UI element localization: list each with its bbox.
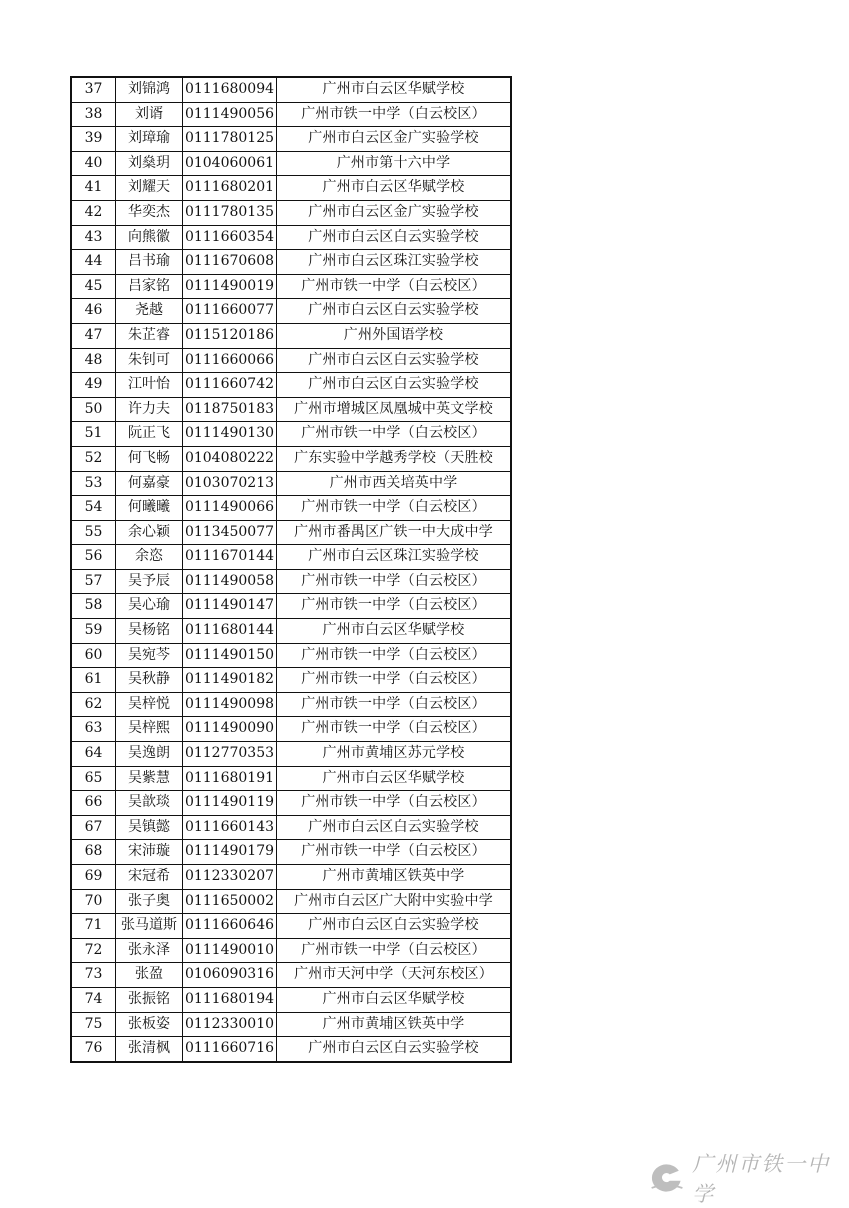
table-row bbox=[71, 619, 511, 644]
student-id: 0111490090 bbox=[183, 717, 277, 742]
table-row bbox=[71, 668, 511, 693]
row-number: 63 bbox=[71, 717, 116, 742]
school-name: 广州市白云区华赋学校 bbox=[277, 987, 512, 1012]
school-name: 广州市铁一中学（白云校区） bbox=[277, 422, 512, 447]
student-id: 0111490058 bbox=[183, 569, 277, 594]
student-id: 0111670608 bbox=[183, 250, 277, 275]
school-name: 广州市铁一中学（白云校区） bbox=[277, 791, 512, 816]
school-name: 广州市白云区白云实验学校 bbox=[277, 299, 512, 324]
table-row bbox=[71, 397, 511, 422]
student-name: 余心颖 bbox=[116, 520, 183, 545]
school-name: 广州市番禺区广铁一中大成中学 bbox=[277, 520, 512, 545]
row-number: 44 bbox=[71, 250, 116, 275]
row-number: 72 bbox=[71, 938, 116, 963]
student-list-table bbox=[70, 76, 512, 1063]
school-name: 广州市白云区华赋学校 bbox=[277, 619, 512, 644]
school-logo-icon bbox=[648, 1161, 684, 1195]
student-id: 0111780125 bbox=[183, 127, 277, 152]
table-row bbox=[71, 520, 511, 545]
student-name: 张清枫 bbox=[116, 1037, 183, 1062]
student-name: 张马道斯 bbox=[116, 914, 183, 939]
table-body bbox=[71, 77, 511, 1062]
row-number: 64 bbox=[71, 742, 116, 767]
school-watermark bbox=[648, 1152, 838, 1206]
student-id: 0111680191 bbox=[183, 766, 277, 791]
row-number: 38 bbox=[71, 102, 116, 127]
table-row bbox=[71, 791, 511, 816]
student-name: 宋冠希 bbox=[116, 865, 183, 890]
student-id: 0111670144 bbox=[183, 545, 277, 570]
school-name: 广州市西关培英中学 bbox=[277, 471, 512, 496]
student-name: 吴杨铭 bbox=[116, 619, 183, 644]
student-id: 0104060061 bbox=[183, 151, 277, 176]
row-number: 58 bbox=[71, 594, 116, 619]
school-name: 广州市白云区白云实验学校 bbox=[277, 1037, 512, 1062]
row-number: 65 bbox=[71, 766, 116, 791]
row-number: 49 bbox=[71, 373, 116, 398]
student-id: 0111660066 bbox=[183, 348, 277, 373]
row-number: 53 bbox=[71, 471, 116, 496]
student-id: 0112770353 bbox=[183, 742, 277, 767]
student-id: 0111490019 bbox=[183, 274, 277, 299]
student-id: 0111490098 bbox=[183, 692, 277, 717]
student-id: 0111490130 bbox=[183, 422, 277, 447]
row-number: 69 bbox=[71, 865, 116, 890]
table-row bbox=[71, 225, 511, 250]
row-number: 43 bbox=[71, 225, 116, 250]
school-name: 广州市白云区广大附中实验中学 bbox=[277, 889, 512, 914]
row-number: 68 bbox=[71, 840, 116, 865]
school-name: 广州市白云区白云实验学校 bbox=[277, 348, 512, 373]
student-name: 吴予辰 bbox=[116, 569, 183, 594]
student-id: 0111490150 bbox=[183, 643, 277, 668]
student-name: 张盈 bbox=[116, 963, 183, 988]
table-row bbox=[71, 692, 511, 717]
student-name: 吕书瑜 bbox=[116, 250, 183, 275]
school-name: 广州市黄埔区苏元学校 bbox=[277, 742, 512, 767]
student-id: 0111660742 bbox=[183, 373, 277, 398]
table-row bbox=[71, 766, 511, 791]
student-id: 0111680201 bbox=[183, 176, 277, 201]
student-name: 刘谞 bbox=[116, 102, 183, 127]
school-name: 广州市铁一中学（白云校区） bbox=[277, 102, 512, 127]
table-row bbox=[71, 545, 511, 570]
student-id: 0111490147 bbox=[183, 594, 277, 619]
table-row bbox=[71, 865, 511, 890]
student-name: 何曦曦 bbox=[116, 496, 183, 521]
student-name: 刘耀天 bbox=[116, 176, 183, 201]
table-row bbox=[71, 840, 511, 865]
table-row bbox=[71, 742, 511, 767]
school-name: 广州市铁一中学（白云校区） bbox=[277, 717, 512, 742]
row-number: 42 bbox=[71, 200, 116, 225]
school-name: 广州市白云区白云实验学校 bbox=[277, 914, 512, 939]
table-row bbox=[71, 127, 511, 152]
school-name: 广州市白云区白云实验学校 bbox=[277, 373, 512, 398]
student-id: 0106090316 bbox=[183, 963, 277, 988]
student-id: 0111490119 bbox=[183, 791, 277, 816]
school-name: 广东实验中学越秀学校（天胜校 bbox=[277, 446, 512, 471]
row-number: 50 bbox=[71, 397, 116, 422]
row-number: 66 bbox=[71, 791, 116, 816]
student-id: 0118750183 bbox=[183, 397, 277, 422]
school-name: 广州市白云区金广实验学校 bbox=[277, 200, 512, 225]
school-name: 广州市白云区珠江实验学校 bbox=[277, 250, 512, 275]
row-number: 75 bbox=[71, 1012, 116, 1037]
school-name: 广州市铁一中学（白云校区） bbox=[277, 840, 512, 865]
school-name: 广州市白云区珠江实验学校 bbox=[277, 545, 512, 570]
row-number: 67 bbox=[71, 815, 116, 840]
student-name: 宋沛璇 bbox=[116, 840, 183, 865]
school-name: 广州市铁一中学（白云校区） bbox=[277, 692, 512, 717]
table-row bbox=[71, 348, 511, 373]
student-name: 刘燊玥 bbox=[116, 151, 183, 176]
student-name: 吴紫慧 bbox=[116, 766, 183, 791]
table-row bbox=[71, 446, 511, 471]
table-row bbox=[71, 1012, 511, 1037]
student-name: 余恣 bbox=[116, 545, 183, 570]
student-name: 吴梓熙 bbox=[116, 717, 183, 742]
school-name: 广州市铁一中学（白云校区） bbox=[277, 643, 512, 668]
table-row bbox=[71, 274, 511, 299]
table-row bbox=[71, 938, 511, 963]
table-row bbox=[71, 176, 511, 201]
student-id: 0111490010 bbox=[183, 938, 277, 963]
school-name: 广州市铁一中学（白云校区） bbox=[277, 668, 512, 693]
table-row bbox=[71, 963, 511, 988]
student-id: 0111680094 bbox=[183, 77, 277, 102]
student-id: 0111490182 bbox=[183, 668, 277, 693]
table-row bbox=[71, 471, 511, 496]
table-row bbox=[71, 914, 511, 939]
student-name: 吴梓悦 bbox=[116, 692, 183, 717]
student-id: 0111780135 bbox=[183, 200, 277, 225]
student-name: 朱钊可 bbox=[116, 348, 183, 373]
student-name: 许力夫 bbox=[116, 397, 183, 422]
row-number: 62 bbox=[71, 692, 116, 717]
table-row bbox=[71, 569, 511, 594]
row-number: 60 bbox=[71, 643, 116, 668]
student-name: 阮正飞 bbox=[116, 422, 183, 447]
table-row bbox=[71, 373, 511, 398]
student-name: 何嘉豪 bbox=[116, 471, 183, 496]
school-name: 广州市天河中学（天河东校区） bbox=[277, 963, 512, 988]
table-row bbox=[71, 422, 511, 447]
table-row bbox=[71, 643, 511, 668]
student-id: 0111660354 bbox=[183, 225, 277, 250]
student-id: 0111660077 bbox=[183, 299, 277, 324]
school-name: 广州市铁一中学（白云校区） bbox=[277, 569, 512, 594]
student-id: 0111680194 bbox=[183, 987, 277, 1012]
student-name: 吴歆琰 bbox=[116, 791, 183, 816]
table-row bbox=[71, 1037, 511, 1062]
student-id: 0111490056 bbox=[183, 102, 277, 127]
student-name: 何飞畅 bbox=[116, 446, 183, 471]
table-row bbox=[71, 717, 511, 742]
student-name: 吕家铭 bbox=[116, 274, 183, 299]
student-name: 张永泽 bbox=[116, 938, 183, 963]
table-row bbox=[71, 299, 511, 324]
row-number: 48 bbox=[71, 348, 116, 373]
table-row bbox=[71, 77, 511, 102]
row-number: 61 bbox=[71, 668, 116, 693]
table-row bbox=[71, 889, 511, 914]
school-name: 广州市白云区金广实验学校 bbox=[277, 127, 512, 152]
student-id: 0111680144 bbox=[183, 619, 277, 644]
table-row bbox=[71, 200, 511, 225]
student-name: 吴秋静 bbox=[116, 668, 183, 693]
row-number: 73 bbox=[71, 963, 116, 988]
row-number: 40 bbox=[71, 151, 116, 176]
student-id: 0111660143 bbox=[183, 815, 277, 840]
student-name: 吴镇懿 bbox=[116, 815, 183, 840]
student-id: 0112330207 bbox=[183, 865, 277, 890]
student-name: 张板姿 bbox=[116, 1012, 183, 1037]
row-number: 59 bbox=[71, 619, 116, 644]
row-number: 51 bbox=[71, 422, 116, 447]
student-name: 朱芷睿 bbox=[116, 323, 183, 348]
school-name: 广州市白云区白云实验学校 bbox=[277, 815, 512, 840]
student-name: 张子奥 bbox=[116, 889, 183, 914]
school-name: 广州市白云区华赋学校 bbox=[277, 77, 512, 102]
school-name: 广州市白云区华赋学校 bbox=[277, 176, 512, 201]
table-row bbox=[71, 496, 511, 521]
row-number: 57 bbox=[71, 569, 116, 594]
student-id: 0103070213 bbox=[183, 471, 277, 496]
table-row bbox=[71, 815, 511, 840]
row-number: 39 bbox=[71, 127, 116, 152]
table-row bbox=[71, 151, 511, 176]
school-name: 广州市白云区华赋学校 bbox=[277, 766, 512, 791]
student-name: 吴逸朗 bbox=[116, 742, 183, 767]
student-id: 0111660646 bbox=[183, 914, 277, 939]
row-number: 54 bbox=[71, 496, 116, 521]
school-name: 广州市白云区白云实验学校 bbox=[277, 225, 512, 250]
row-number: 70 bbox=[71, 889, 116, 914]
school-name: 广州市第十六中学 bbox=[277, 151, 512, 176]
school-name: 广州市铁一中学（白云校区） bbox=[277, 594, 512, 619]
row-number: 71 bbox=[71, 914, 116, 939]
row-number: 52 bbox=[71, 446, 116, 471]
school-name: 广州市黄埔区铁英中学 bbox=[277, 865, 512, 890]
student-name: 刘璋瑜 bbox=[116, 127, 183, 152]
table-row bbox=[71, 250, 511, 275]
table-row bbox=[71, 323, 511, 348]
school-name: 广州市铁一中学（白云校区） bbox=[277, 274, 512, 299]
student-name: 刘锦鸿 bbox=[116, 77, 183, 102]
student-name: 尧越 bbox=[116, 299, 183, 324]
school-name: 广州市增城区凤凰城中英文学校 bbox=[277, 397, 512, 422]
student-id: 0111490066 bbox=[183, 496, 277, 521]
table-row bbox=[71, 102, 511, 127]
student-id: 0111490179 bbox=[183, 840, 277, 865]
row-number: 45 bbox=[71, 274, 116, 299]
row-number: 46 bbox=[71, 299, 116, 324]
student-name: 江叶怡 bbox=[116, 373, 183, 398]
school-name: 广州市铁一中学（白云校区） bbox=[277, 496, 512, 521]
student-name: 向熊徽 bbox=[116, 225, 183, 250]
row-number: 37 bbox=[71, 77, 116, 102]
table-row bbox=[71, 987, 511, 1012]
student-id: 0111660716 bbox=[183, 1037, 277, 1062]
row-number: 55 bbox=[71, 520, 116, 545]
watermark-text: 广州市铁一中学 bbox=[692, 1152, 831, 1206]
student-name: 吴宛芩 bbox=[116, 643, 183, 668]
student-name: 张振铭 bbox=[116, 987, 183, 1012]
student-id: 0115120186 bbox=[183, 323, 277, 348]
student-id: 0111650002 bbox=[183, 889, 277, 914]
student-id: 0113450077 bbox=[183, 520, 277, 545]
student-name: 吴心瑜 bbox=[116, 594, 183, 619]
table-row bbox=[71, 594, 511, 619]
student-id: 0112330010 bbox=[183, 1012, 277, 1037]
row-number: 76 bbox=[71, 1037, 116, 1062]
school-name: 广州外国语学校 bbox=[277, 323, 512, 348]
student-name: 华奕杰 bbox=[116, 200, 183, 225]
row-number: 56 bbox=[71, 545, 116, 570]
student-id: 0104080222 bbox=[183, 446, 277, 471]
row-number: 47 bbox=[71, 323, 116, 348]
row-number: 41 bbox=[71, 176, 116, 201]
school-name: 广州市黄埔区铁英中学 bbox=[277, 1012, 512, 1037]
school-name: 广州市铁一中学（白云校区） bbox=[277, 938, 512, 963]
row-number: 74 bbox=[71, 987, 116, 1012]
